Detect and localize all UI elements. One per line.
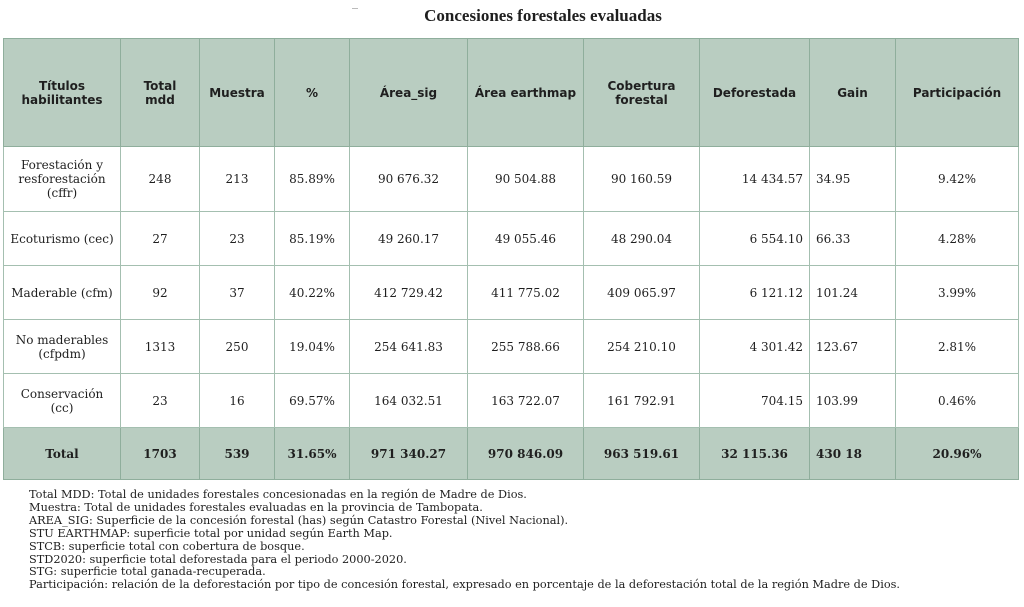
totals-label: Total — [4, 428, 121, 480]
cell-total: 23 — [121, 374, 200, 428]
cell-total: 248 — [121, 147, 200, 212]
cell-muestra: 23 — [200, 212, 275, 266]
footnote: STG: superficie total ganada-recuperada. — [29, 565, 266, 579]
cell-cobertura: 161 792.91 — [584, 374, 700, 428]
cell-area-sig: 254 641.83 — [350, 320, 468, 374]
col-header-titulos: Títulos habilitantes — [4, 39, 121, 147]
footnote: STD2020: superficie total deforestada para el periodo 2000-2020. — [29, 552, 407, 566]
cell-pct: 19.04% — [275, 320, 350, 374]
cell-participacion: 2.81% — [896, 320, 1019, 374]
cell-participacion: 3.99% — [896, 266, 1019, 320]
cell-pct: 69.57% — [275, 374, 350, 428]
footnote: Muestra: Total de unidades forestales evaluadas en la provincia de Tambopata. — [29, 500, 483, 514]
total-area-earthmap: 970 846.09 — [468, 428, 584, 480]
cell-gain: 101.24 — [810, 266, 896, 320]
total-cobertura: 963 519.61 — [584, 428, 700, 480]
row-name: Conservación (cc) — [4, 374, 121, 428]
cell-total: 1313 — [121, 320, 200, 374]
table-title: Concesiones forestales evaluadas — [424, 6, 662, 25]
cell-deforestada: 6 121.12 — [700, 266, 810, 320]
cell-area-sig: 412 729.42 — [350, 266, 468, 320]
total-participacion: 20.96% — [896, 428, 1019, 480]
col-header-total: Total mdd — [121, 39, 200, 147]
cell-gain: 34.95 — [810, 147, 896, 212]
cell-muestra: 37 — [200, 266, 275, 320]
cell-pct: 40.22% — [275, 266, 350, 320]
table-row — [4, 212, 1019, 266]
cell-cobertura: 254 210.10 — [584, 320, 700, 374]
cell-area-sig: 90 676.32 — [350, 147, 468, 212]
cell-area-earthmap: 49 055.46 — [468, 212, 584, 266]
cell-cobertura: 409 065.97 — [584, 266, 700, 320]
total-muestra: 539 — [200, 428, 275, 480]
cell-area-earthmap: 411 775.02 — [468, 266, 584, 320]
col-header-area-sig: Área_sig — [350, 39, 468, 147]
row-name: Maderable (cfm) — [4, 266, 121, 320]
cell-cobertura: 48 290.04 — [584, 212, 700, 266]
cell-participacion: 0.46% — [896, 374, 1019, 428]
cell-deforestada: 704.15 — [700, 374, 810, 428]
col-header-cobertura: Cobertura forestal — [584, 39, 700, 147]
total-total: 1703 — [121, 428, 200, 480]
total-deforestada: 32 115.36 — [700, 428, 810, 480]
col-header-gain: Gain — [810, 39, 896, 147]
cell-total: 27 — [121, 212, 200, 266]
row-name: Ecoturismo (cec) — [4, 212, 121, 266]
footnotes — [29, 489, 900, 592]
cell-pct: 85.19% — [275, 212, 350, 266]
total-pct: 31.65% — [275, 428, 350, 480]
cell-area-earthmap: 90 504.88 — [468, 147, 584, 212]
decorative-mark — [352, 8, 358, 9]
cell-area-earthmap: 163 722.07 — [468, 374, 584, 428]
footnote: AREA_SIG: Superficie de la concesión forestal (has) según Catastro Forestal (Nivel Nacional). — [29, 513, 569, 527]
table-row — [4, 320, 1019, 374]
cell-cobertura: 90 160.59 — [584, 147, 700, 212]
cell-area-earthmap: 255 788.66 — [468, 320, 584, 374]
cell-muestra: 16 — [200, 374, 275, 428]
cell-gain: 103.99 — [810, 374, 896, 428]
footnote: STU EARTHMAP: superficie total por unidad según Earth Map. — [29, 526, 393, 540]
cell-deforestada: 4 301.42 — [700, 320, 810, 374]
cell-participacion: 4.28% — [896, 212, 1019, 266]
col-header-muestra: Muestra — [200, 39, 275, 147]
cell-total: 92 — [121, 266, 200, 320]
cell-muestra: 250 — [200, 320, 275, 374]
cell-area-sig: 164 032.51 — [350, 374, 468, 428]
header-row — [4, 39, 1019, 147]
concessions-table — [3, 38, 1019, 480]
col-header-area-earthmap: Área earthmap — [468, 39, 584, 147]
col-header-participacion: Participación — [896, 39, 1019, 147]
cell-pct: 85.89% — [275, 147, 350, 212]
cell-muestra: 213 — [200, 147, 275, 212]
table-row — [4, 374, 1019, 428]
cell-participacion: 9.42% — [896, 147, 1019, 212]
total-area-sig: 971 340.27 — [350, 428, 468, 480]
cell-area-sig: 49 260.17 — [350, 212, 468, 266]
cell-deforestada: 6 554.10 — [700, 212, 810, 266]
footnote: Participación: relación de la deforestación por tipo de concesión forestal, expresado en porcentaje de la deforestación total de la región Madre de Dios. — [29, 578, 901, 592]
row-name: No maderables (cfpdm) — [4, 320, 121, 374]
footnote: Total MDD: Total de unidades forestales concesionadas en la región de Madre de Dios. — [29, 488, 527, 501]
footnote: STCB: superficie total con cobertura de bosque. — [29, 539, 305, 553]
table-row — [4, 147, 1019, 212]
col-header-pct: % — [275, 39, 350, 147]
cell-gain: 123.67 — [810, 320, 896, 374]
col-header-deforestada: Deforestada — [700, 39, 810, 147]
total-gain: 430 18 — [810, 428, 896, 480]
table-row — [4, 266, 1019, 320]
cell-gain: 66.33 — [810, 212, 896, 266]
cell-deforestada: 14 434.57 — [700, 147, 810, 212]
row-name: Forestación y resforestación (cffr) — [4, 147, 121, 212]
totals-row — [4, 428, 1019, 480]
